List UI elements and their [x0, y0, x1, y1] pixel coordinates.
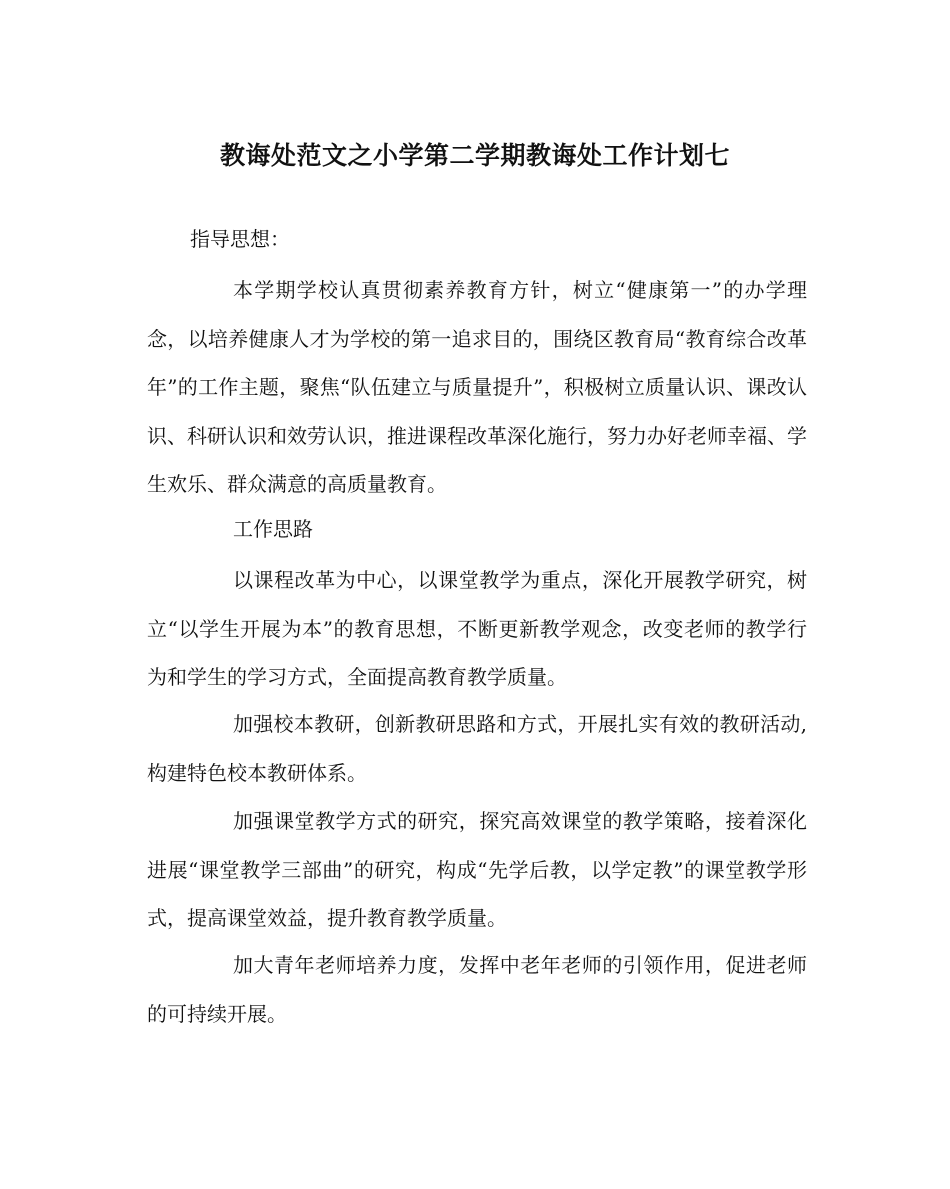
section-heading-work-approach: 工作思路	[233, 517, 313, 541]
paragraph-classroom-teaching: 加强课堂教学方式的研究，探究高效课堂的教学策略，接着深化进展“课堂教学三部曲”的研究，构成“先学后教，以学定教”的课堂教学形式，提高课堂效益，提升教育教学质量。	[147, 809, 807, 930]
paragraph-curriculum-reform: 以课程改革为中心，以课堂教学为重点，深化开展教学研究，树立“以学生开展为本”的教育思想，不断更新教学观念，改变老师的教学行为和学生的学习方式，全面提高教育教学质量。	[147, 568, 807, 689]
section-heading-guiding-thought: 指导思想：	[190, 227, 290, 251]
paragraph-guiding-thought: 本学期学校认真贯彻素养教育方针，树立“健康第一”的办学理念，以培养健康人才为学校的第一追求目的，围绕区教育局“教育综合改革年”的工作主题，聚焦“队伍建立与质量提升”，积极树立质量认识、课改认识、科研认识和效劳认识，推进课程改革深化施行，努力办好老师幸福、学生欢乐、群众满意的高质量教育。	[147, 278, 807, 496]
paragraph-teacher-training: 加大青年老师培养力度，发挥中老年老师的引领作用，促进老师的可持续开展。	[147, 953, 807, 1026]
paragraph-school-research: 加强校本教研，创新教研思路和方式，开展扎实有效的教研活动,构建特色校本教研体系。	[147, 712, 807, 785]
document-title: 教诲处范文之小学第二学期教诲处工作计划七	[219, 141, 730, 170]
